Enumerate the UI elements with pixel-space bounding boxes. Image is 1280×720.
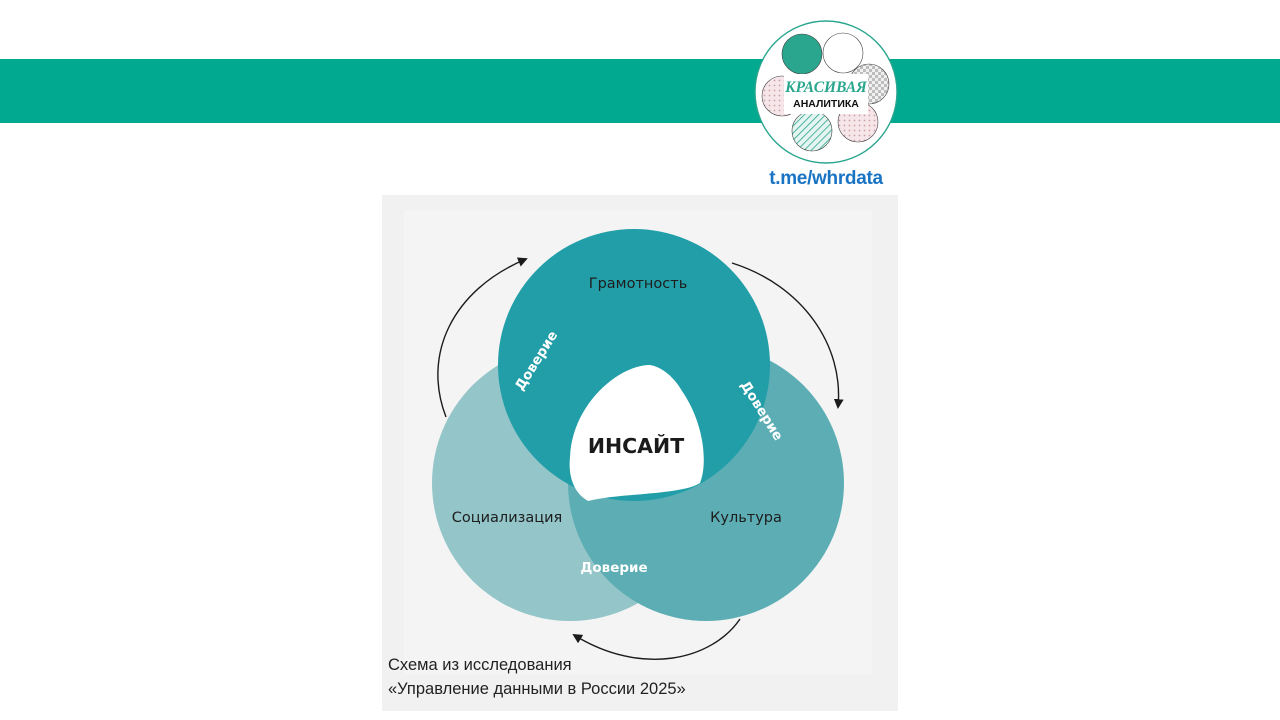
- literacy-label: Грамотность: [588, 276, 688, 292]
- source-caption: [388, 653, 888, 701]
- trust-label-bottom: Доверие: [580, 560, 648, 576]
- socialization-label: Социализация: [451, 510, 563, 526]
- diagram-panel: [382, 195, 898, 711]
- caption-line-2: «Управление данными в России 2025»: [388, 680, 686, 698]
- trust-label-right: Доверие: [736, 378, 787, 444]
- insight-label: ИНСАЙТ: [587, 434, 685, 458]
- insight-venn-diagram: [382, 195, 898, 711]
- logo-line-2: АНАЛИТИКА: [793, 98, 859, 110]
- flower-badge-icon[interactable]: [752, 18, 900, 166]
- caption-line-1: Схема из исследования: [388, 656, 572, 674]
- channel-link[interactable]: t.me/whrdata: [769, 168, 883, 189]
- culture-label: Культура: [710, 510, 782, 526]
- logo-line-1: КРАСИВАЯ: [785, 79, 867, 96]
- header-band: [0, 59, 1280, 123]
- trust-label-left: Доверие: [511, 328, 562, 394]
